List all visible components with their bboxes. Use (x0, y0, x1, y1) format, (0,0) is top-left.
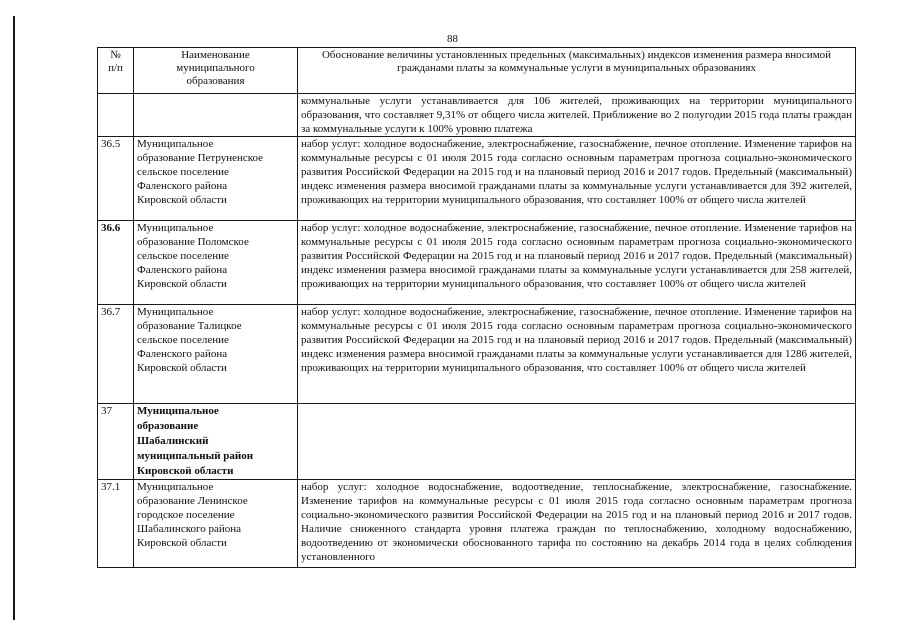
row-name: Муниципальное образование Шабалинский муниципальный район Кировской области (134, 404, 298, 480)
header-desc: Обоснование величины установленных предельных (максимальных) индексов изменения размера вносимой гражданами платы за коммунальные услуги в муниципальных образованиях (298, 48, 856, 94)
row-desc: набор услуг: холодное водоснабжение, электроснабжение, газоснабжение, печное отопление. Изменение тарифов на коммунальные ресурсы с 01 июля 2015 года согласно основным параметрам прогноза социально-экономического развития Российской Федерации на 2015 год и на плановый период 2016 и 2017 годов. Предельный (максимальный) индекс изменения размера вносимой гражданами платы за коммунальные услуги устанавливается для 392 жителей, проживающих на территории муниципального образования, что составляет 100% от общего числа жителей (298, 137, 856, 221)
table-row (98, 404, 856, 480)
row-desc: набор услуг: холодное водоснабжение, электроснабжение, газоснабжение, печное отопление. Изменение тарифов на коммунальные ресурсы с 01 июля 2015 года согласно основным параметрам прогноза социально-экономического развития Российской Федерации на 2015 год и на плановый период 2016 и 2017 годов. Предельный (максимальный) индекс изменения размера вносимой гражданами платы за коммунальные услуги устанавливается для 1286 жителей, проживающих на территории муниципального образования, что составляет 100% от общего числа жителей (298, 305, 856, 404)
row-name (134, 94, 298, 137)
row-desc: коммунальные услуги устанавливается для 106 жителей, проживающих на территории муниципального образования, что составляет 9,31% от общего числа жителей. Приближение во 2 полугодии 2015 года платы граждан за коммунальные услуги к 100% уровню платежа (298, 94, 856, 137)
table-row (98, 221, 856, 305)
table-row (98, 305, 856, 404)
left-margin-line (13, 16, 15, 620)
row-name: Муниципальное образование Поломское сельское поселение Фаленского района Кировской области (134, 221, 298, 305)
row-num: 37 (98, 404, 134, 480)
header-num: № п/п (98, 48, 134, 94)
page-number: 88 (447, 33, 458, 45)
tariff-table (97, 47, 856, 568)
row-desc (298, 404, 856, 480)
row-name: Муниципальное образование Петруненское сельское поселение Фаленского района Кировской области (134, 137, 298, 221)
table-row (98, 137, 856, 221)
table-row (98, 480, 856, 568)
table-row (98, 94, 856, 137)
row-num: 36.5 (98, 137, 134, 221)
header-name: Наименование муниципального образования (134, 48, 298, 94)
row-num: 36.6 (98, 221, 134, 305)
row-desc: набор услуг: холодное водоснабжение, водоотведение, теплоснабжение, электроснабжение, газоснабжение. Изменение тарифов на коммунальные ресурсы с 01 июля 2015 года согласно основным параметрам прогноза социально-экономического развития Российской Федерации на 2015 год и на плановый период 2016 и 2017 годов. Наличие сниженного стандарта уровня платежа граждан по теплоснабжению, холодному водоснабжению, водоотведению от экономически обоснованного тарифа по состоянию на декабрь 2014 года в целях соблюдения установленного (298, 480, 856, 568)
row-name: Муниципальное образование Талицкое сельское поселение Фаленского района Кировской области (134, 305, 298, 404)
table-header-row (98, 48, 856, 94)
row-desc: набор услуг: холодное водоснабжение, электроснабжение, газоснабжение, печное отопление. Изменение тарифов на коммунальные ресурсы с 01 июля 2015 года согласно основным параметрам прогноза социально-экономического развития Российской Федерации на 2015 год и на плановый период 2016 и 2017 годов. Предельный (максимальный) индекс изменения размера вносимой гражданами платы за коммунальные услуги устанавливается для 258 жителей, проживающих на территории муниципального образования, что составляет 100% от общего числа жителей (298, 221, 856, 305)
row-num: 37.1 (98, 480, 134, 568)
row-num: 36.7 (98, 305, 134, 404)
row-name: Муниципальное образование Ленинское городское поселение Шабалинского района Кировской области (134, 480, 298, 568)
row-num (98, 94, 134, 137)
